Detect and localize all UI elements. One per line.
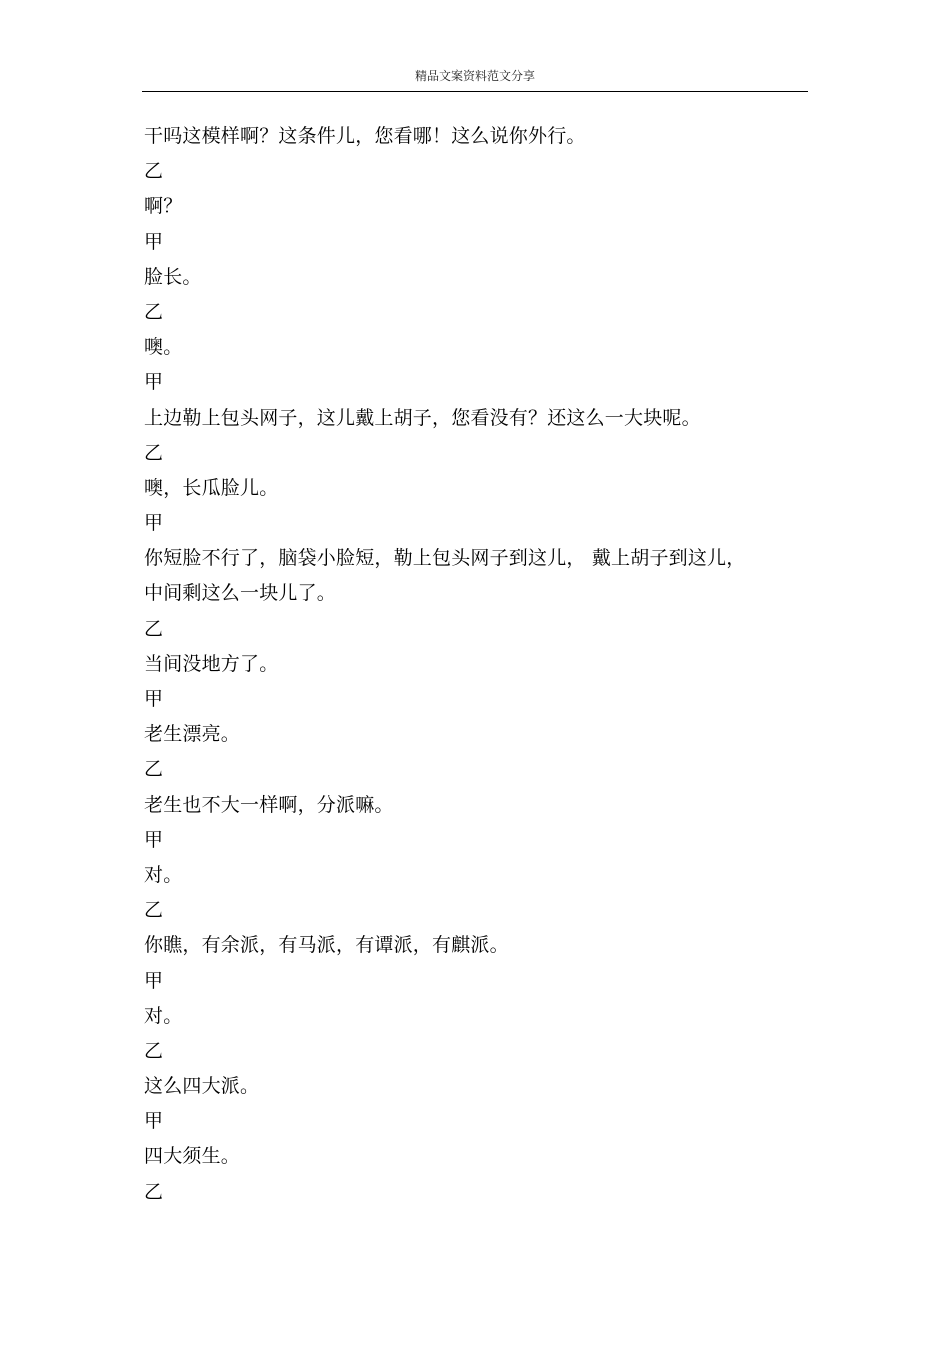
speaker-label: 甲 bbox=[144, 688, 164, 710]
speaker-label: 甲 bbox=[144, 371, 164, 394]
dialogue-line: 噢。 bbox=[144, 336, 183, 359]
dialogue-line: 这么四大派。 bbox=[144, 1075, 260, 1098]
speaker-label: 乙 bbox=[144, 160, 164, 183]
document-body bbox=[144, 119, 806, 1210]
speaker-label: 乙 bbox=[144, 441, 164, 464]
dialogue-line: 当间没地方了。 bbox=[144, 652, 279, 675]
dialogue-line: 干吗这模样啊？这条件儿，您看哪！这么说你外行。 bbox=[144, 125, 586, 147]
speaker-label: 乙 bbox=[144, 899, 164, 922]
dialogue-line: 噢，长瓜脸儿。 bbox=[144, 476, 279, 499]
speaker-label: 甲 bbox=[144, 230, 164, 253]
header-divider bbox=[142, 91, 808, 92]
speaker-label: 甲 bbox=[144, 512, 164, 535]
speaker-label: 乙 bbox=[144, 758, 164, 781]
dialogue-line: 你短脸不行了，脑袋小脸短，勒上包头网子到这儿， 戴上胡子到这儿， bbox=[144, 547, 746, 570]
dialogue-line: 老生漂亮。 bbox=[144, 723, 241, 746]
dialogue-line: 上边勒上包头网子，这儿戴上胡子，您看没有？还这么一大块呢。 bbox=[144, 406, 701, 429]
dialogue-line: 四大须生。 bbox=[144, 1145, 241, 1168]
dialogue-line: 中间剩这么一块儿了。 bbox=[144, 582, 337, 605]
speaker-label: 甲 bbox=[144, 969, 164, 992]
dialogue-line: 你瞧，有余派，有马派，有谭派，有麒派。 bbox=[144, 934, 509, 957]
dialogue-line: 脸长。 bbox=[144, 265, 202, 288]
speaker-label: 乙 bbox=[144, 1180, 164, 1203]
speaker-label: 甲 bbox=[144, 828, 164, 851]
speaker-label: 乙 bbox=[144, 617, 164, 640]
dialogue-line: 啊？ bbox=[144, 195, 183, 218]
dialogue-line: 对。 bbox=[144, 1004, 183, 1027]
dialogue-line: 对。 bbox=[144, 863, 183, 886]
speaker-label: 甲 bbox=[144, 1110, 164, 1133]
speaker-label: 乙 bbox=[144, 1039, 164, 1062]
dialogue-line: 老生也不大一样啊，分派嘛。 bbox=[144, 793, 394, 816]
speaker-label: 乙 bbox=[144, 300, 164, 323]
page-header: 精品文案资料范文分享 bbox=[414, 69, 535, 83]
